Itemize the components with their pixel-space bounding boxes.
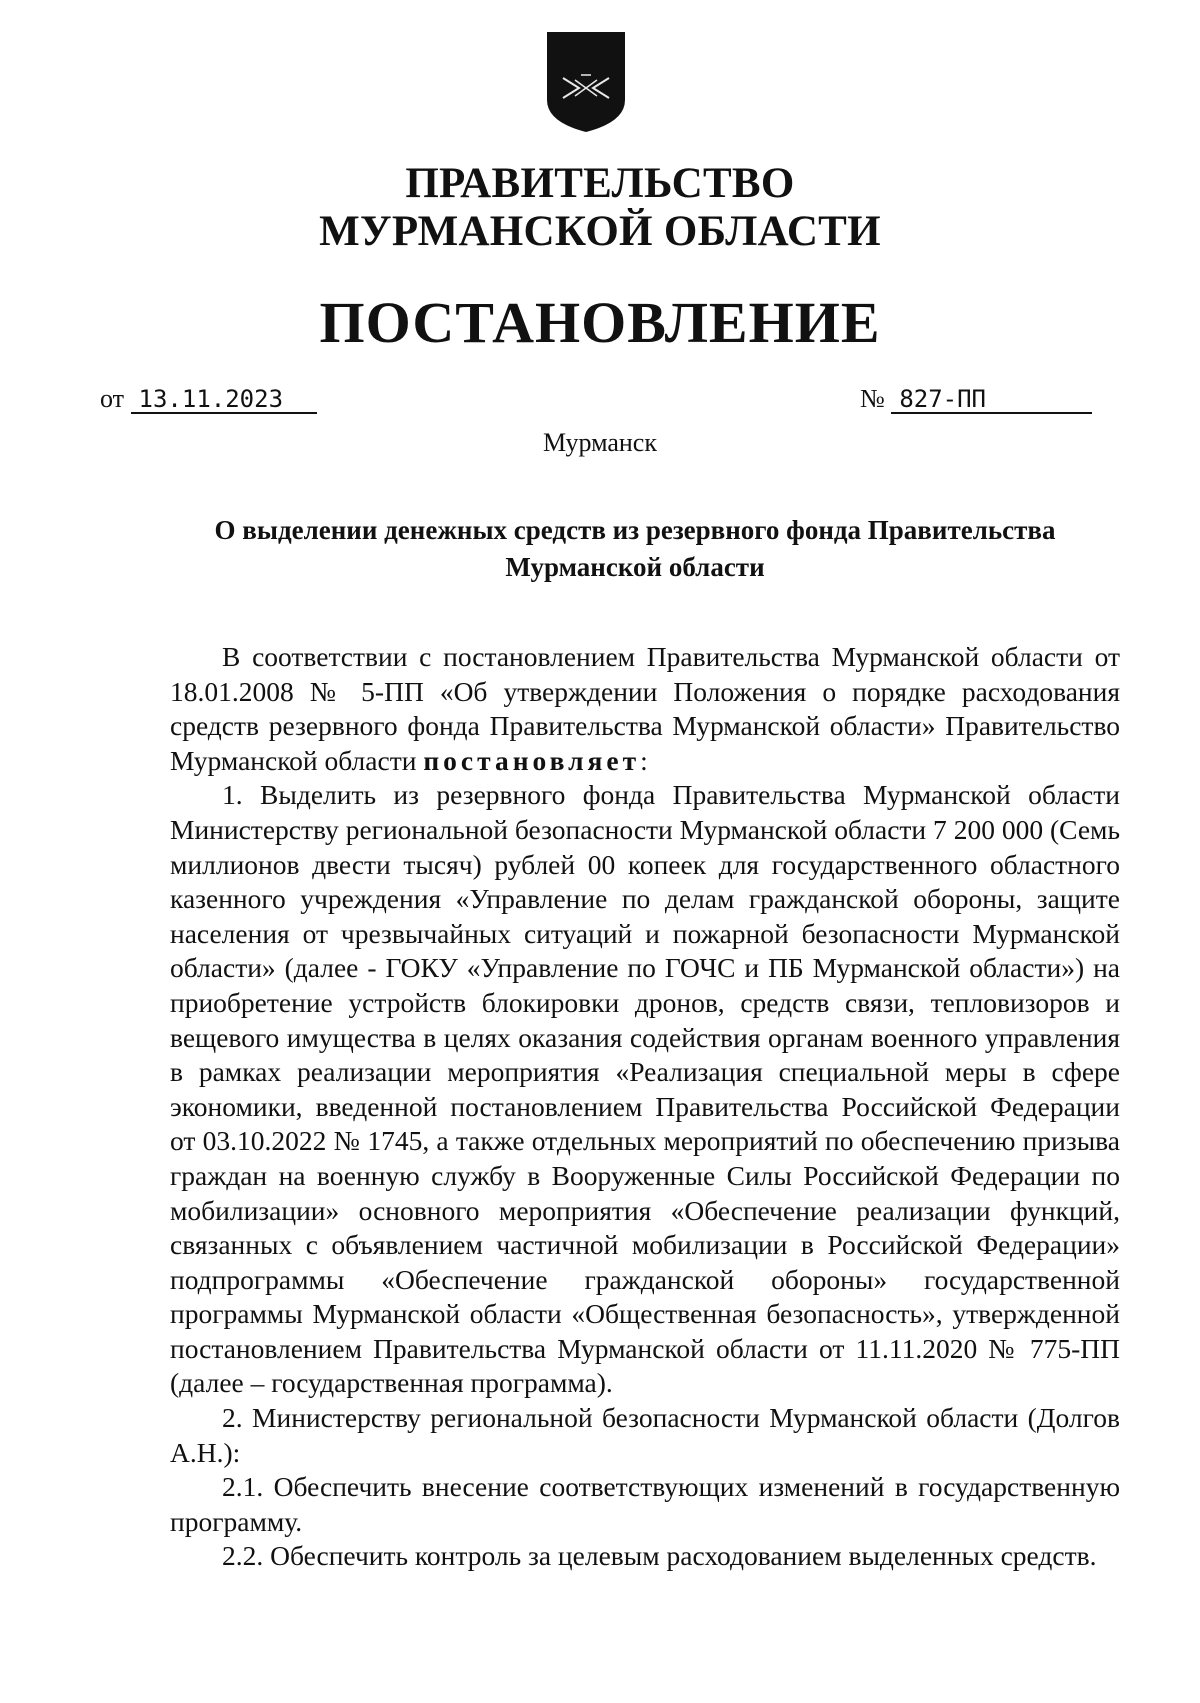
number-value: 827-ПП xyxy=(891,386,1092,414)
org-title-line-2: МУРМАНСКОЙ ОБЛАСТИ xyxy=(319,208,881,255)
date-value: 13.11.2023 xyxy=(131,386,317,414)
number-prefix: № xyxy=(860,384,885,413)
org-title-line-1: ПРАВИТЕЛЬСТВО xyxy=(405,160,795,207)
item-1: 1. Выделить из резервного фонда Правительства Мурманской области Министерству региональной безопасности Мурманской области 7 200 000 (Семь миллионов двести тысяч) рублей 00 копеек для государственного областного казенного учреждения «Управление по делам гражданской обороны, защите населения от чрезвычайных ситуаций и пожарной безопасности Мурманской области» (далее - ГОКУ «Управление по ГОЧС и ПБ Мурманской области») на приобретение устройств блокировки дронов, средств связи, тепловизоров и вещевого имущества в целях оказания содействия органам военного управления в рамках реализации мероприятия «Реализация специальной меры в сфере экономики, введенной постановлением Правительства Российской Федерации от 03.10.2022 № 1745, а также отдельных мероприятий по обеспечению призыва граждан на военную службу в Вооруженные Силы Российской Федерации по мобилизации» основного мероприятия «Обеспечение реализации функций, связанных с объявлением частичной мобилизации в Российской Федерации» подпрограммы «Обеспечение гражданской обороны» государственной программы Мурманской области «Общественная безопасность», утвержденной постановлением Правительства Мурманской области от 11.11.2020 № 775-ПП (далее – государственная программа). xyxy=(170,779,1120,1399)
item-2: 2. Министерству региональной безопасности Мурманской области (Долгов А.Н.): xyxy=(170,1402,1120,1468)
coat-of-arms-icon xyxy=(545,30,627,134)
document-body xyxy=(170,640,1120,1574)
number-field xyxy=(860,384,1092,414)
item-2-1: 2.1. Обеспечить внесение соответствующих изменений в государственную программу. xyxy=(170,1471,1120,1537)
date-field xyxy=(100,384,317,414)
document-type: ПОСТАНОВЛЕНИЕ xyxy=(319,290,881,355)
date-prefix: от xyxy=(100,384,125,413)
item-2-2: 2.2. Обеспечить контроль за целевым расходованием выделенных средств. xyxy=(222,1540,1097,1572)
subject-line-2: Мурманской области xyxy=(505,552,765,582)
decree-word: постановляет xyxy=(423,744,641,776)
decree-colon: : xyxy=(640,744,648,776)
city: Мурманск xyxy=(543,428,657,457)
document-subject xyxy=(170,512,1100,586)
subject-line-1: О выделении денежных средств из резервного фонда Правительства xyxy=(214,515,1056,545)
intro-paragraph xyxy=(170,640,1120,778)
intro-text: В соответствии с постановлением Правительства Мурманской области от 18.01.2008 № 5-ПП «Об утверждении Положения о порядке расходования средств резервного фонда Правительства Мурманской области» Правительство Мурманской области xyxy=(170,641,1120,776)
